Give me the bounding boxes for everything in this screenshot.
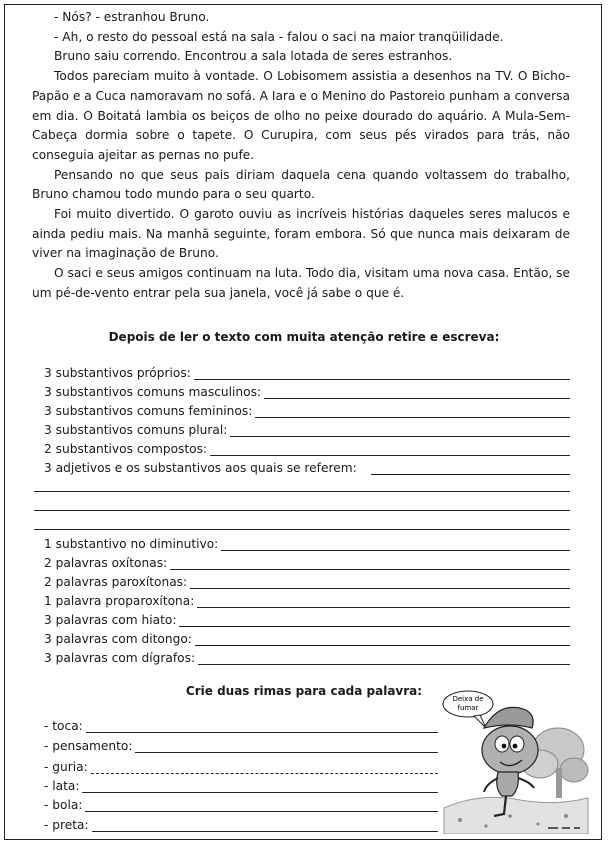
story-text [32,8,570,304]
answer-label: 3 palavras com ditongo: [44,632,192,646]
answer-label: 3 palavras com dígrafos: [44,651,196,665]
story-paragraph: - Nós? - estranhou Bruno. [54,10,210,24]
rhyme-word: - preta: [44,818,89,832]
rhyme-word: - lata: [44,779,80,793]
story-paragraph: Foi muito divertido. O garoto ouviu as incríveis histórias daqueles seres malucos e ainda pediu mais. Na manhã seguinte, foram embora. Só que nunca mais deixaram de viver na imaginação de Bruno. [32,207,570,261]
blank-rule[interactable] [34,491,570,492]
speech-text: Deixa de [452,695,484,703]
answer-label: 2 palavras oxítonas: [44,556,168,570]
answer-line[interactable] [44,419,570,437]
story-paragraph: O saci e seus amigos continuam na luta. Todo dia, visitam uma nova casa. Então, se um pé-de-vento entrar pela sua janela, você já sabe o que é. [32,266,570,300]
rhyme-line[interactable] [44,756,438,774]
exercise1-heading: Depois de ler o texto com muita atenção retire e escreva: [108,330,500,344]
rhyme-word: - guria: [44,760,88,774]
answer-label: 2 substantivos compostos: [44,442,208,456]
answer-line[interactable] [44,571,570,589]
story-paragraph: Pensando no que seus pais diriam daquela cena quando voltassem do trabalho, Bruno chamou todo mundo para o seu quarto. [32,167,570,202]
story-paragraph: Bruno saiu correndo. Encontrou a sala lotada de seres estranhos. [54,49,453,64]
exercise2-heading: Crie duas rimas para cada palavra: [185,684,423,698]
answer-line[interactable] [44,590,570,608]
story-paragraph: - Ah, o resto do pessoal está na sala - falou o saci na maior tranqüilidade. [54,29,504,44]
rhyme-word: - toca: [44,719,83,733]
rhyme-line[interactable] [44,735,438,753]
speech-bubble [443,691,493,728]
answer-line[interactable] [44,533,570,551]
saci-illustration [440,688,590,834]
ground-icon [444,797,588,834]
answer-label: 3 palavras com hiato: [44,613,177,627]
answer-label: 3 substantivos comuns plural: [44,423,228,437]
blank-rule[interactable] [34,529,570,530]
answer-line[interactable] [44,362,570,380]
story-paragraph: Todos pareciam muito à vontade. O Lobisomem assistia a desenhos na TV. O Bicho-Papão e a Cuca namoravam no sofá. A Iara e o Menino do Pastoreio punham a conversa em dia. O Boitatá lambia os beiços de olho no peixe dourado do aquário. A Mula-Sem-Cabeça dormia sobre o tapete. O Curupira, com seus pés virados para trás, não conseguia ajeitar as pernas no pufe. [32,69,570,162]
answer-label: 3 substantivos próprios: [44,366,191,380]
rhyme-line[interactable] [44,794,438,812]
rhyme-word: - pensamento: [44,739,133,753]
rhyme-line[interactable] [44,715,438,733]
answer-line[interactable] [44,400,570,418]
answer-label: 3 adjetivos e os substantivos aos quais se referem: [44,461,357,475]
answer-line[interactable] [44,552,570,570]
rhyme-line[interactable] [44,814,438,832]
answer-line[interactable] [44,438,570,456]
answer-line[interactable] [44,628,570,646]
answer-label: 1 substantivo no diminutivo: [44,537,219,551]
answer-label: 3 substantivos comuns masculinos: [44,385,262,399]
answer-line[interactable] [44,381,570,399]
blank-rule[interactable] [34,510,570,511]
rhyme-word: - bola: [44,798,83,812]
answer-label: 2 palavras paroxítonas: [44,575,188,589]
answer-label: 1 palavra proparoxítona: [44,594,195,608]
answer-label: 3 substantivos comuns femininos: [44,404,253,418]
answer-line[interactable] [44,609,570,627]
speech-text: fumar [457,704,479,712]
rhyme-line[interactable] [44,775,438,793]
answer-line[interactable] [44,457,570,475]
answer-line[interactable] [44,647,570,665]
